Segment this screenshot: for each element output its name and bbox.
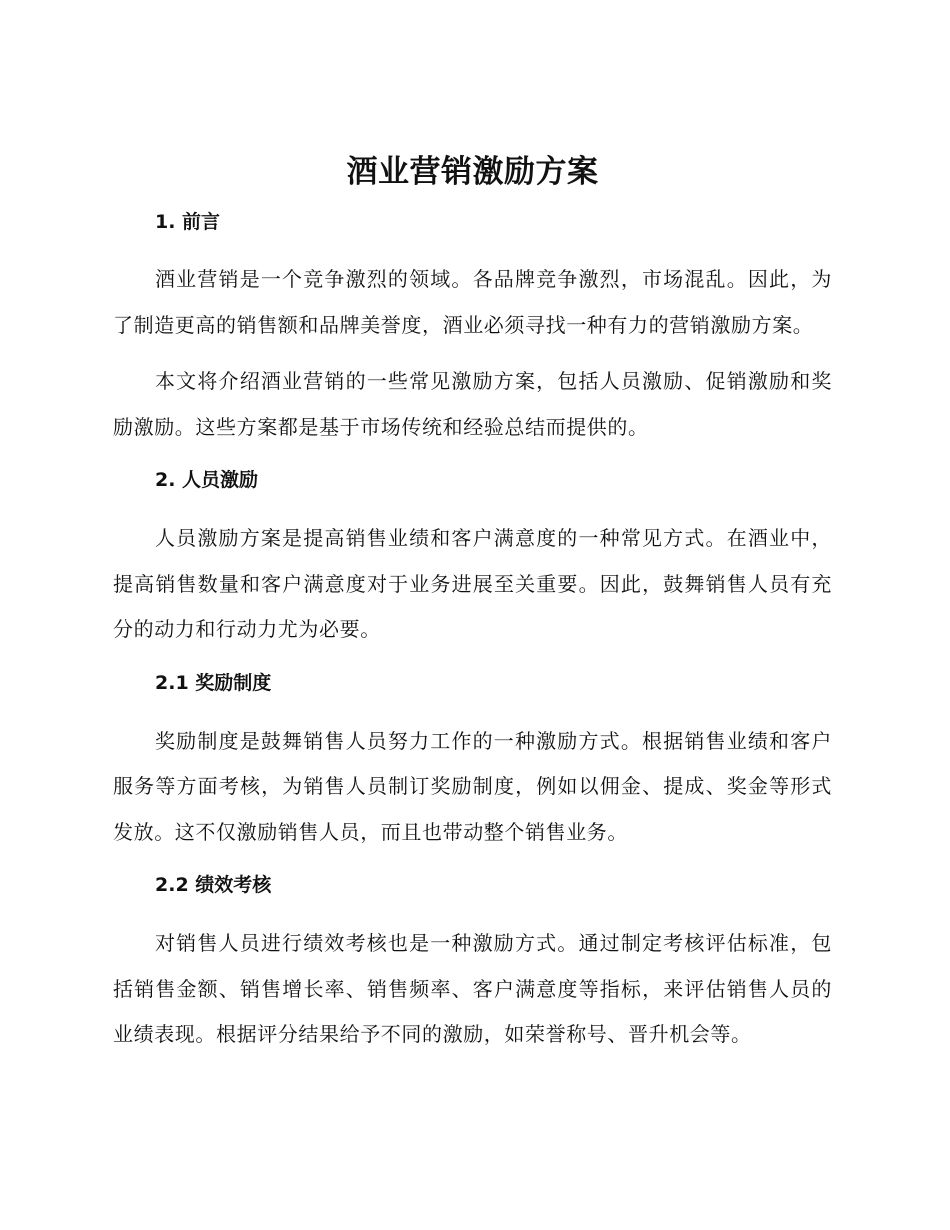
section-heading-preface: 1. 前言 <box>155 211 221 233</box>
document-title: 酒业营销激励方案 <box>346 154 599 190</box>
paragraph: 奖励制度是鼓舞销售人员努力工作的一种激励方式。根据销售业绩和客户服务等方面考核，为销售人员制订奖励制度，例如以佣金、提成、奖金等形式发放。这不仅激励销售人员，而且也带动整个销售业务。 <box>113 728 832 844</box>
section-heading-staff-incentive: 2. 人员激励 <box>155 469 259 491</box>
paragraph: 对销售人员进行绩效考核也是一种激励方式。通过制定考核评估标准，包括销售金额、销售增长率、销售频率、客户满意度等指标，来评估销售人员的业绩表现。根据评分结果给予不同的激励，如荣誉称号、晋升机会等。 <box>113 931 832 1046</box>
section-heading-performance-review: 2.2 绩效考核 <box>155 874 272 896</box>
paragraph: 本文将介绍酒业营销的一些常见激励方案，包括人员激励、促销激励和奖励激励。这些方案都是基于市场传统和经验总结而提供的。 <box>113 369 832 439</box>
section-heading-reward-system: 2.1 奖励制度 <box>155 671 272 694</box>
paragraph: 人员激励方案是提高销售业绩和客户满意度的一种常见方式。在酒业中，提高销售数量和客户满意度对于业务进展至关重要。因此，鼓舞销售人员有充分的动力和行动力尤为必要。 <box>113 526 832 641</box>
paragraph: 酒业营销是一个竞争激烈的领域。各品牌竞争激烈，市场混乱。因此，为了制造更高的销售额和品牌美誉度，酒业必须寻找一种有力的营销激励方案。 <box>113 267 832 337</box>
